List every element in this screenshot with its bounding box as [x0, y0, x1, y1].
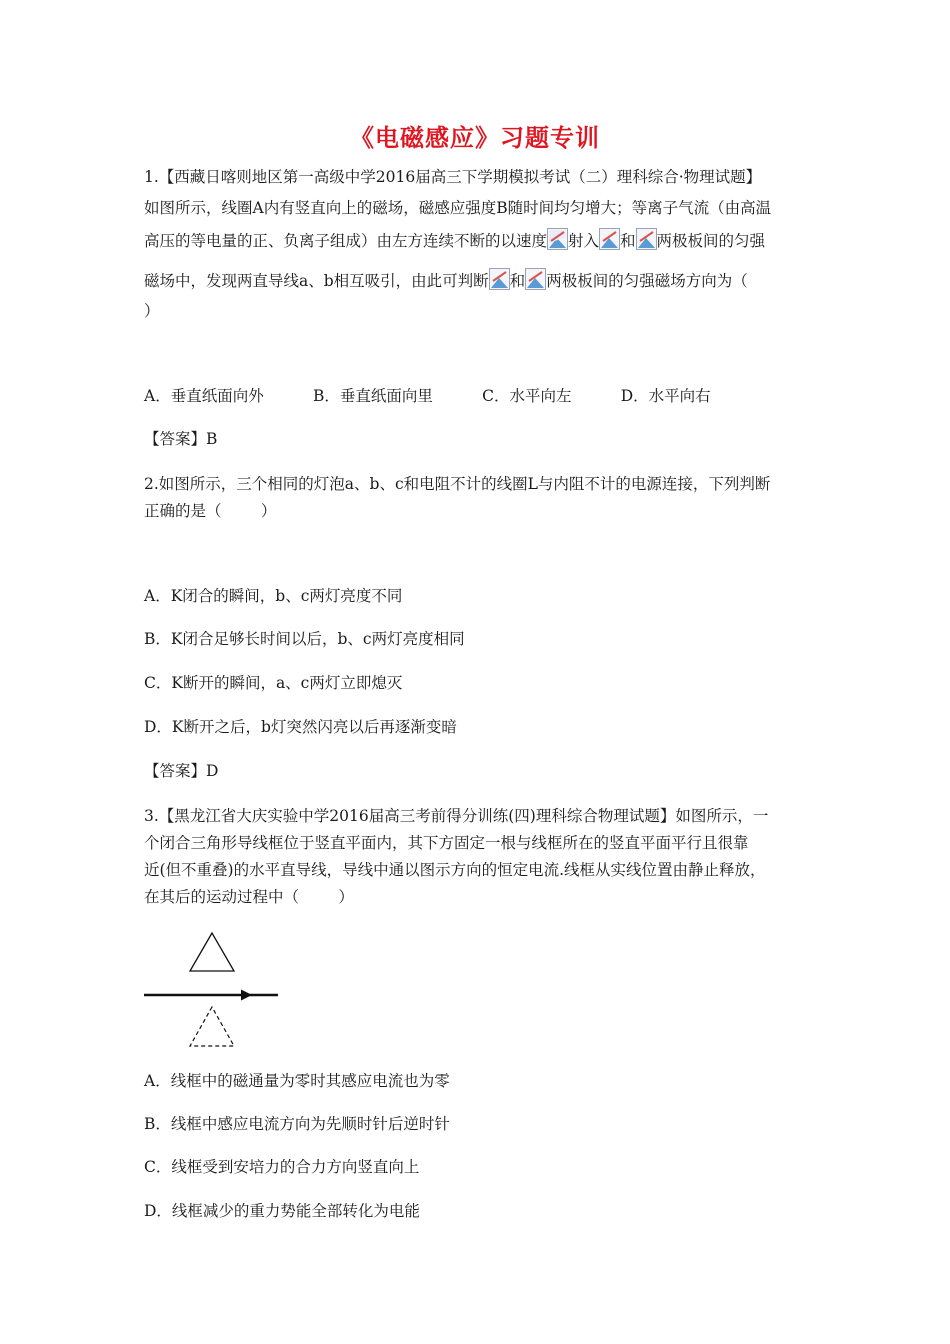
q1-line-3-text-c: 和 [620, 232, 636, 250]
broken-image-icon [525, 268, 546, 290]
q1-line-4 [144, 268, 748, 292]
q1-line-3-text-d: 两极板间的匀强 [656, 232, 766, 250]
q3-line-1: 3.【黑龙江省大庆实验中学2016届高三考前得分训练(四)理科综合物理试题】如图所示，一 [144, 807, 769, 825]
q3-option-a: A．线框中的磁通量为零时其感应电流也为零 [144, 1072, 450, 1090]
q3-option-d: D．线框减少的重力势能全部转化为电能 [144, 1202, 420, 1220]
q1-line-3-text-a: 高压的等电量的正、负离子组成）由左方连续不断的以速度 [144, 232, 548, 250]
q3-option-b: B．线框中感应电流方向为先顺时针后逆时针 [144, 1115, 450, 1133]
solid-triangle-frame [190, 933, 234, 971]
q2-option-c: C．K断开的瞬间，a、c两灯立即熄灭 [144, 674, 403, 692]
triangle-wire-figure [140, 925, 285, 1054]
q1-line-1: 1.【西藏日喀则地区第一高级中学2016届高三下学期模拟考试（二）理科综合·物理试题】 [144, 168, 762, 186]
q1-answer: 【答案】B [144, 430, 218, 448]
q1-line-5: ） [144, 302, 160, 320]
q2-option-d: D．K断开之后，b灯突然闪亮以后再逐渐变暗 [144, 718, 457, 736]
broken-image-icon [599, 228, 620, 250]
q1-line-3-text-b: 射入 [568, 232, 600, 250]
q2-answer: 【答案】D [144, 762, 219, 780]
q3-line-2: 个闭合三角形导线框位于竖直平面内，其下方固定一根与线框所在的竖直平面平行且很靠 [144, 834, 749, 852]
q1-options: A．垂直纸面向外 B．垂直纸面向里 C．水平向左 D．水平向右 [144, 387, 711, 405]
current-arrow-icon [241, 990, 252, 1001]
q1-line-4-text-c: 两极板间的匀强磁场方向为（ [546, 272, 748, 290]
q1-line-4-text-b: 和 [509, 272, 526, 290]
q2-option-b: B．K闭合足够长时间以后，b、c两灯亮度相同 [144, 630, 465, 648]
q2-line-1: 2.如图所示，三个相同的灯泡a、b、c和电阻不计的线圈L与内阻不计的电源连接，下列判断 [144, 475, 771, 493]
dashed-triangle-frame [190, 1007, 234, 1046]
q3-line-4: 在其后的运动过程中（ ） [144, 888, 354, 906]
q2-option-a: A．K闭合的瞬间，b、c两灯亮度不同 [144, 587, 403, 605]
q1-line-2: 如图所示，线圈A内有竖直向上的磁场，磁感应强度B随时间均匀增大；等离子气流（由高温 [144, 199, 772, 217]
q2-line-2: 正确的是（ ） [144, 502, 277, 520]
q1-line-3 [144, 228, 765, 252]
page-title: 《电磁感应》习题专训 [350, 123, 600, 152]
q1-line-4-text-a: 磁场中，发现两直导线a、b相互吸引，由此可判断 [144, 272, 489, 290]
broken-image-icon [636, 228, 657, 250]
q3-option-c: C．线框受到安培力的合力方向竖直向上 [144, 1158, 420, 1176]
broken-image-icon [547, 228, 568, 250]
broken-image-icon [489, 268, 510, 290]
q3-line-3: 近(但不重叠)的水平直导线，导线中通以图示方向的恒定电流.线框从实线位置由静止释放， [144, 861, 766, 879]
